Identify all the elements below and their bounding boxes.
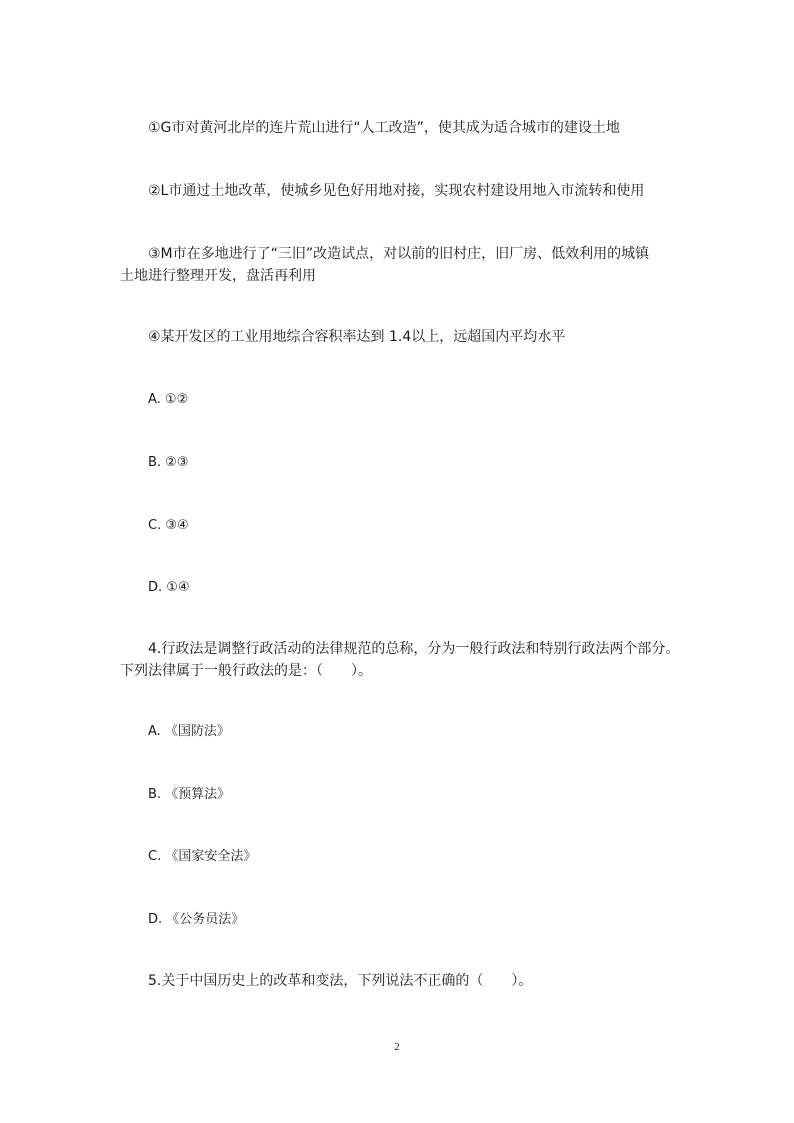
- q4-option-b: B. 《预算法》: [148, 787, 231, 802]
- q4-stem-line-1: 4.行政法是调整行政活动的法律规范的总称，分为一般行政法和特别行政法两个部分。: [148, 641, 680, 657]
- q4-option-d: D. 《公务员法》: [148, 912, 245, 927]
- q4-option-a: A. 《国防法》: [148, 724, 230, 739]
- q3-option-c: C. ③④: [148, 518, 189, 533]
- statement-4: ④某开发区的工业用地综合容积率达到 1.4以上，远超国内平均水平: [148, 329, 566, 345]
- q3-option-b: B. ②③: [148, 455, 189, 470]
- q5-stem: 5.关于中国历史上的改革和变法，下列说法不正确的（ ）。: [148, 973, 533, 989]
- q4-stem-line-2: 下列法律属于一般行政法的是：（ ）。: [120, 663, 372, 679]
- q3-option-a: A. ①②: [148, 392, 189, 407]
- q3-option-d: D. ①④: [148, 580, 190, 595]
- statement-3-line-1: ③M市在多地进行了“三旧”改造试点，对以前的旧村庄，旧厂房、低效利用的城镇: [148, 246, 650, 262]
- page-number: 2: [394, 1041, 400, 1053]
- statement-3-line-2: 土地进行整理开发，盘活再利用: [120, 268, 316, 284]
- statement-2: ②L市通过土地改革，使城乡见色好用地对接，实现农村建设用地入市流转和使用: [148, 183, 645, 199]
- q4-option-c: C. 《国家安全法》: [148, 849, 257, 864]
- statement-1: ①G市对黄河北岸的连片荒山进行“人工改造”，使其成为适合城市的建设土地: [148, 120, 620, 136]
